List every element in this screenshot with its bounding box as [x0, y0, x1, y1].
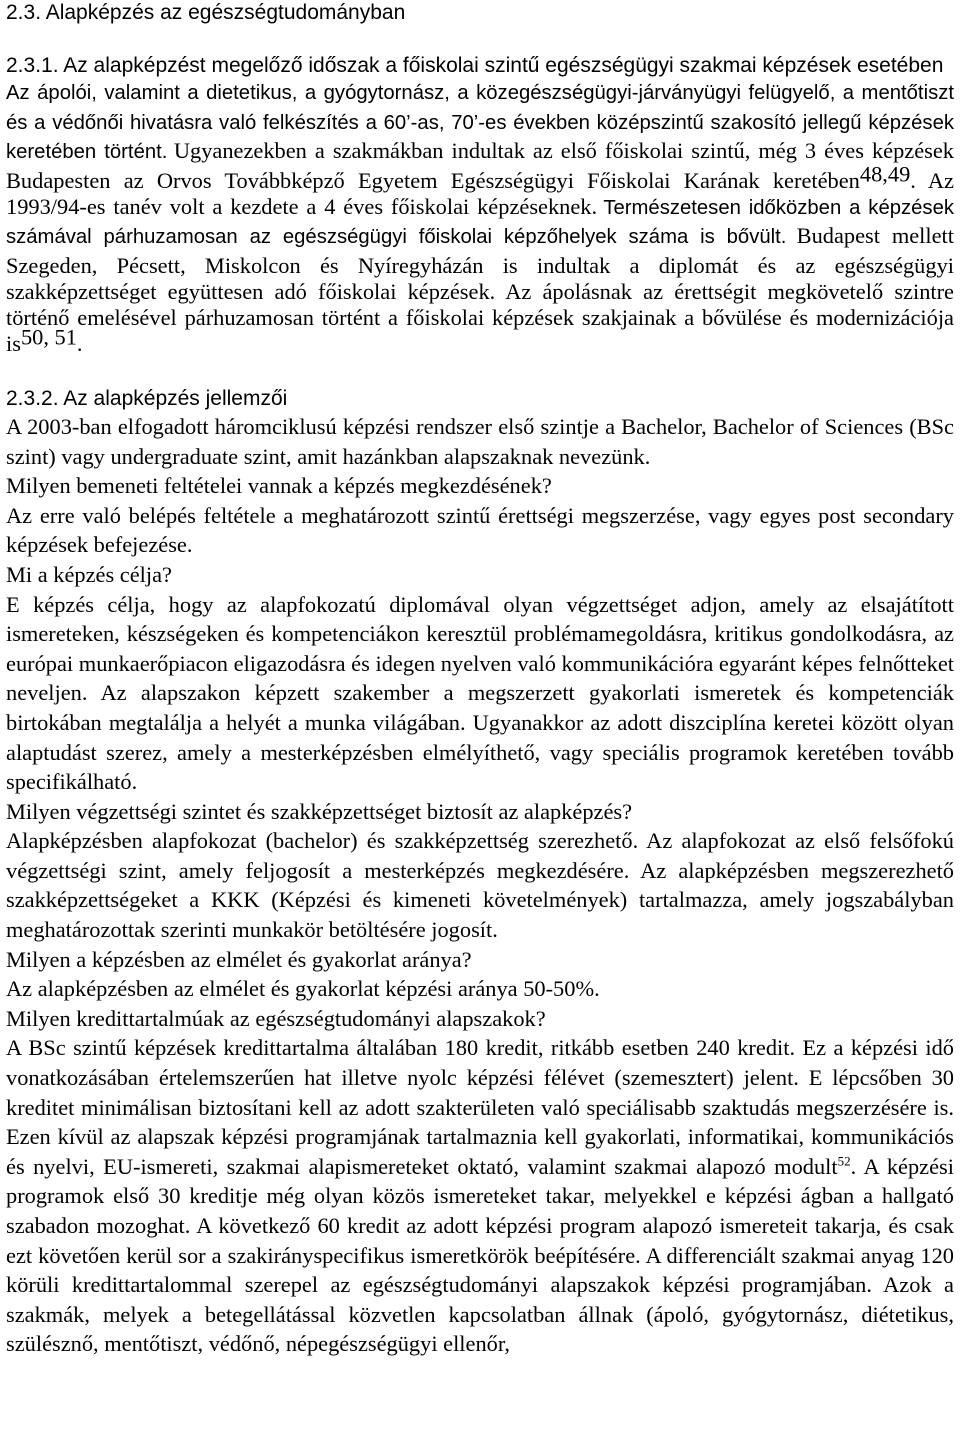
paragraph: A 2003-ban elfogadott háromciklusú képzési rendszer első szintje a Bachelor, Bachelor of Sciences (BSc szint) vagy undergraduate szint, amit hazánkban alapszaknak nevezünk.: [6, 413, 954, 469]
paragraph: Az erre való belépés feltétele a meghatározott szintű érettségi megszerzése, vagy egyes post secondary képzések befejezése.: [6, 502, 954, 558]
paragraph: Az alapképzésben az elmélet és gyakorlat képzési aránya 50-50%.: [6, 976, 600, 1002]
footnote-ref: 50, 51: [20, 324, 77, 350]
question: Mi a képzés célja?: [6, 561, 172, 587]
question: Milyen végzettségi szintet és szakképzettséget biztosít az alapképzés?: [6, 798, 633, 824]
subsection-title-1: 2.3.1. Az alapképzést megelőző időszak a főiskolai szintű egészségügyi szakmai képzések esetében: [6, 54, 944, 77]
spacer: [6, 357, 954, 386]
question: Milyen bemeneti feltételei vannak a képzés megkezdésének?: [6, 473, 552, 499]
paragraph: Alapképzésben alapfokozat (bachelor) és szakképzettség szerezhető. Az alapfokozat az első felsőfokú végzettségi szint, amely feljogosít a mesterképzés megkezdésére. Az alapképzésben megszerezhető szakképzettségeket a KKK (Képzési és kimeneti követelmények) tartalmazza, amely jogszabályban meghatározottak szerinti munkakör betöltésére jogosít.: [6, 828, 954, 943]
paragraph: E képzés célja, hogy az alapfokozatú diplomával olyan végzettséget adjon, amely az elsajátított ismereteken, készségeken és kompetenciákon keresztül problémamegoldásra, kritikus gondolkodásra, az európai munkaerőpiacon eligazodásra és idegen nyelven való kommunikációra egyaránt képes felnőtteket neveljen. Az alapszakon képzett szakember a megszerzett gyakorlati ismeretek és kompetenciák birtokában megtalálja a helyét a munka világában. Ugyanakkor az adott diszciplína keretei között olyan alaptudást szerez, amely a mesterképzésben elmélyíthető, vagy speciális programok keretében tovább specifikálható.: [6, 591, 954, 795]
paragraph-credits: [6, 1033, 954, 1359]
section-title: 2.3. Alapképzés az egészségtudományban: [6, 1, 406, 24]
paragraph-text: Természetesen időközben a képzések számával párhuzamosan az egészségügyi főiskolai képzőhelyek száma is bővült.: [6, 196, 954, 249]
paragraph-text: Ugyanezekben a szakmákban indultak az első főiskolai szintű, még 3 éves képzések Budapesten az Orvos Továbbképző Egyetem Egészségügyi Főiskolai Karának keretében: [6, 138, 954, 193]
subsection-title-2: 2.3.2. Az alapképzés jellemzői: [6, 386, 288, 410]
footnote-ref: 52: [837, 1153, 851, 1169]
paragraph-text: A BSc szintű képzések kredittartalma általában 180 kredit, ritkább esetben 240 kredit. Ez a képzési idő vonatkozásában értelemszerűen hat illetve nyolc képzési félévet (szemesztert) jelent. E lépcsőben 30 kreditet minimálisan biztosítani kell az adott szakterületen való speciálisabb szaktudás megszerzésére is. Ezen kívül az alapszak képzési programjának tartalmaznia kell gyakorlati, informatikai, kommunikációs és nyelvi, EU-ismereti, szakmai alapismereteket oktató, valamint szakmai alapozó modult: [6, 1035, 954, 1179]
paragraph-text: Az ápolói, valamint a dietetikus, a gyógytornász, a közegészségügyi-járványügyi felügyelő, a mentőtiszt és a védőnői hivatásra való felkészítés a 60’-as, 70’-es években középszintű szakosító jellegű képzések keretében történt.: [6, 82, 954, 164]
question: Milyen a képzésben az elmélet és gyakorlat aránya?: [6, 946, 472, 972]
paragraph-text: .: [76, 330, 83, 356]
question: Milyen kredittartalmúak az egészségtudományi alapszakok?: [6, 1005, 546, 1031]
paragraph-text: . Az 1993/94-es tanév volt a kezdete a 4 éves főiskolai képzéseknek.: [6, 167, 954, 219]
paragraph-text: Budapest mellett Szegeden, Pécsett, Miskolcon és Nyíregyházán is indultak a diplomát és az egészségügyi szakképzettséget együttesen adó főiskolai képzések. Az ápolásnak az érettségit megkövetelő szintre történő emelésével párhuzamosan történt a főiskolai képzések szakjainak a bővülése és modernizációja is: [6, 223, 954, 356]
footnote-ref: 48,49: [859, 161, 911, 187]
paragraph-history: [6, 79, 954, 357]
paragraph-text: . A képzési programok első 30 kreditje még olyan közös ismereteket takar, melyekkel e képzési ágban a hallgató szabadon mozoghat. A következő 60 kredit az adott képzési program alapozó ismereteit takarja, és csak ezt követően kerül sor a szakirányspecifikus ismeretkörök beépítésére. A differenciált szakmai anyag 120 körüli kredittartalommal szerepel az egészségtudományi alapszakok képzési programjában. Azok a szakmák, melyek a betegellátással közvetlen kapcsolatban állnak (ápoló, gyógytornász, diétetikus, szülésznő, mentőtiszt, védőnő, népegészségügyi ellenőr,: [6, 1153, 954, 1357]
